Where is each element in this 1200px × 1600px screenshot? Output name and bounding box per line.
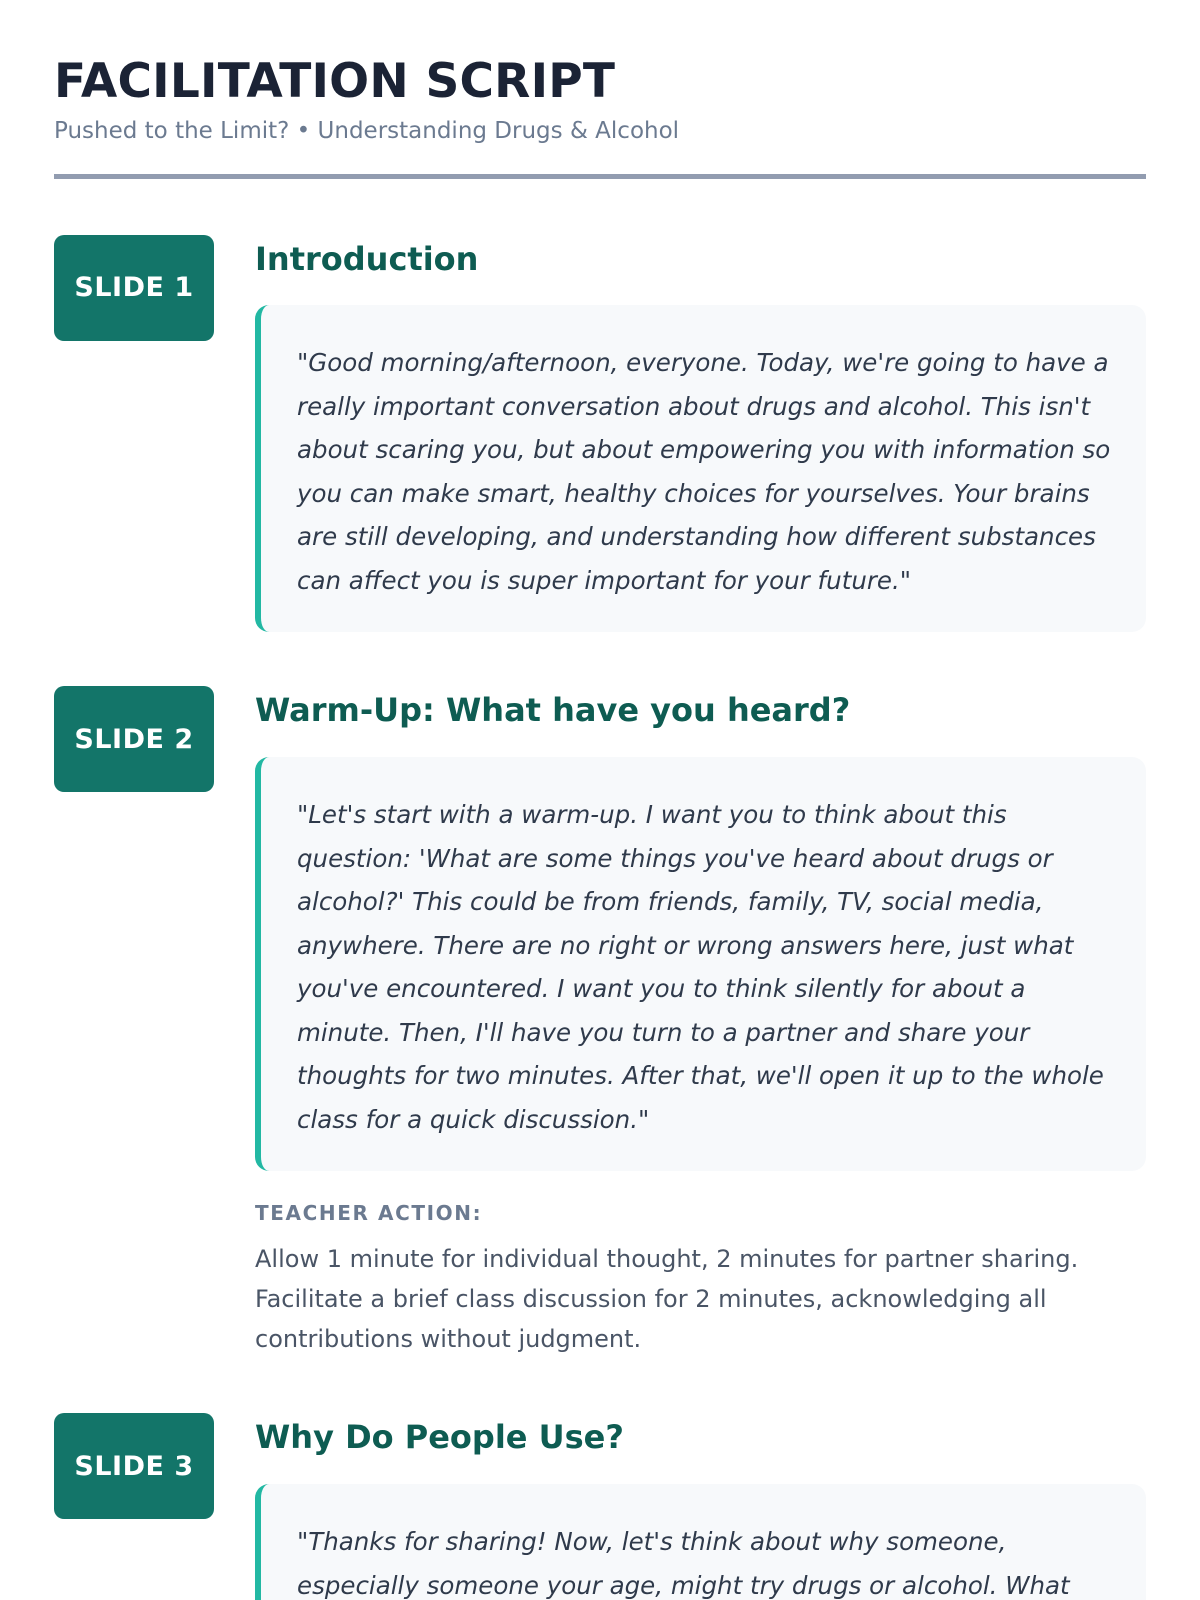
document-subtitle: Pushed to the Limit? • Understanding Drugs & Alcohol bbox=[54, 117, 680, 144]
slide-content bbox=[255, 686, 1146, 1359]
slide-section-3 bbox=[54, 1413, 1146, 1600]
slide-heading: Why Do People Use? bbox=[255, 1418, 624, 1457]
script-quote: "Let's start with a warm-up. I want you to think about this question: 'What are some things you've heard about drugs or alcohol?' This could be from friends, family, TV, social media, anywhere. There are no right or wrong answers here, just what you've encountered. I want you to think silently for about a minute. Then, I'll have you turn to a partner and share your thoughts for two minutes. After that, we'll open it up to the whole class for a quick discussion." bbox=[255, 757, 1146, 1171]
script-quote: "Good morning/afternoon, everyone. Today, we're going to have a really important conversation about drugs and alcohol. This isn't about scaring you, but about empowering you with information so you can make smart, healthy choices for yourselves. Your brains are still developing, and understanding how different substances can affect you is super important for your future." bbox=[255, 305, 1146, 632]
slide-badge: SLIDE 1 bbox=[54, 235, 214, 341]
script-quote: "Thanks for sharing! Now, let's think about why someone, especially someone your age, might try drugs or alcohol. What bbox=[255, 1484, 1146, 1600]
slide-heading: Introduction bbox=[255, 239, 479, 278]
teacher-action-label: TEACHER ACTION: bbox=[255, 1201, 483, 1226]
slide-heading: Warm-Up: What have you heard? bbox=[255, 691, 851, 730]
title-divider bbox=[54, 174, 1146, 179]
teacher-action-text: Allow 1 minute for individual thought, 2 minutes for partner sharing. Facilitate a brief class discussion for 2 minutes, acknowledging all contributions without judgment. bbox=[255, 1245, 1079, 1354]
slide-section-2 bbox=[54, 686, 1146, 1359]
slide-section-1 bbox=[54, 235, 1146, 633]
document-header bbox=[54, 56, 1146, 179]
slide-content bbox=[255, 1413, 1146, 1600]
slide-badge: SLIDE 3 bbox=[54, 1413, 214, 1519]
slide-badge: SLIDE 2 bbox=[54, 686, 214, 792]
document-title: FACILITATION SCRIPT bbox=[54, 54, 616, 109]
slide-content bbox=[255, 235, 1146, 633]
